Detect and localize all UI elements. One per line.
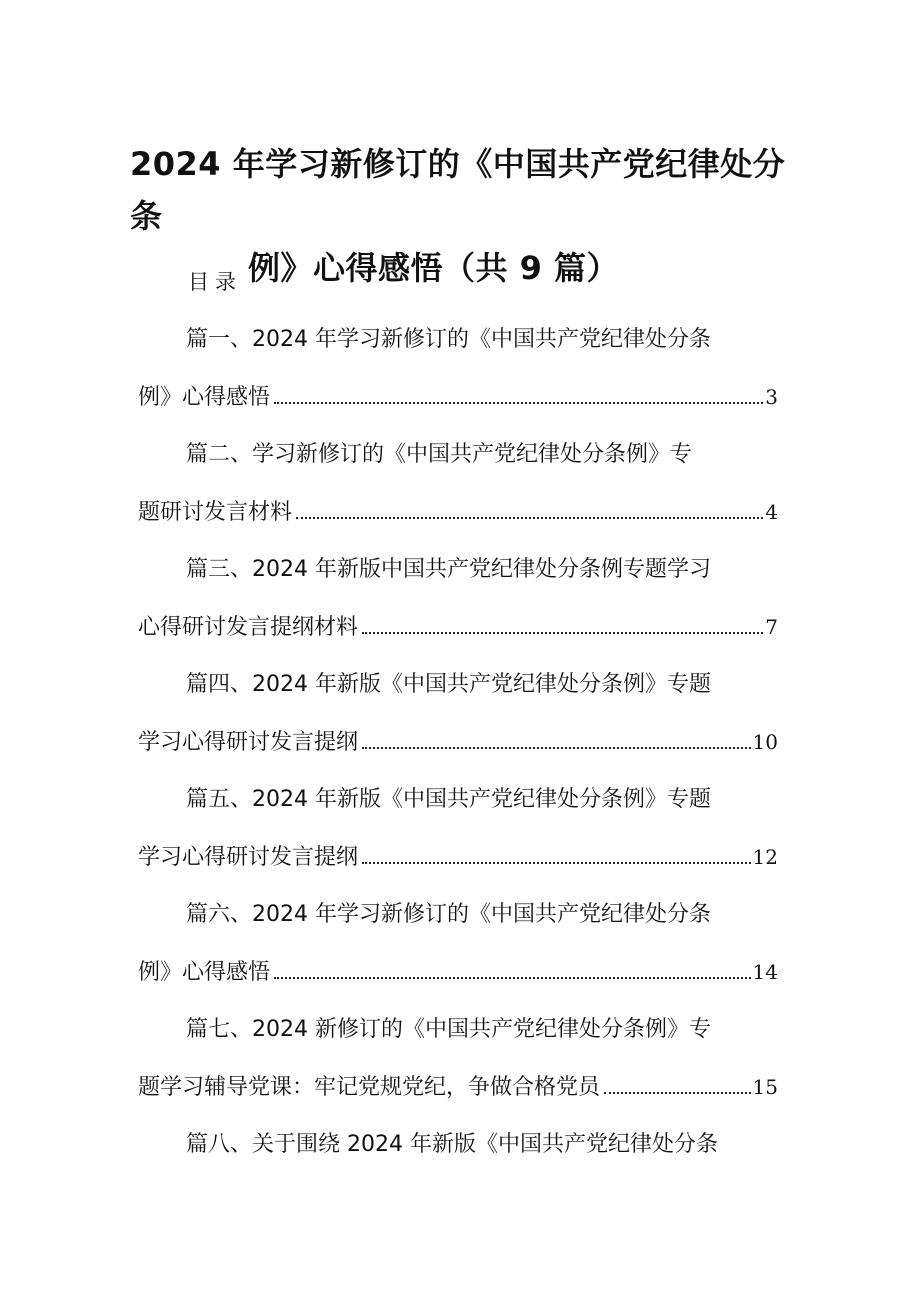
toc-entry-continuation: 例》心得感悟 [138, 960, 271, 985]
toc-entry-continuation: 题学习辅导党课：牢记党规党纪，争做合格党员 [138, 1075, 601, 1100]
toc-dot-leader [362, 747, 751, 749]
toc-page-number: 10 [752, 730, 778, 754]
toc-dot-leader [296, 517, 763, 519]
toc-heading: 目录 [188, 270, 242, 294]
toc-entry-title-line-1: 篇六、2024 年学习新修订的《中国共产党纪律处分条 [186, 902, 711, 927]
title-line-2: 例》心得感悟（共 9 篇） [248, 249, 620, 287]
toc-page-number: 15 [752, 1075, 778, 1099]
toc-entry-continuation: 心得研讨发言提纲材料 [138, 615, 359, 640]
toc-entry-title-line-2 [138, 380, 778, 411]
toc-entry[interactable] [0, 1123, 920, 1238]
toc-entry-title-line-1: 篇三、2024 年新版中国共产党纪律处分条例专题学习 [186, 557, 711, 582]
toc-dot-leader [274, 402, 763, 404]
toc-entry[interactable] [0, 893, 920, 1008]
toc-entry-title-line-1: 篇八、关于围绕 2024 年新版《中国共产党纪律处分条 [186, 1132, 718, 1157]
toc-entry-title-line-2 [138, 725, 778, 756]
toc-entry-title-line-2 [138, 955, 778, 986]
toc-entry[interactable] [0, 1008, 920, 1123]
toc-entry-title-line-1: 篇四、2024 年新版《中国共产党纪律处分条例》专题 [186, 672, 711, 697]
toc-page-number: 3 [765, 385, 778, 409]
toc-page-number: 14 [752, 960, 778, 984]
toc-entry[interactable] [0, 663, 920, 778]
toc-entry-continuation: 学习心得研讨发言提纲 [138, 730, 359, 755]
toc-entry-title-line-1: 篇二、学习新修订的《中国共产党纪律处分条例》专 [186, 442, 693, 467]
toc-entry-title-line-1: 篇五、2024 年新版《中国共产党纪律处分条例》专题 [186, 787, 711, 812]
toc-page-number: 7 [765, 615, 778, 639]
toc-entry[interactable] [0, 433, 920, 548]
toc-entry-continuation: 例》心得感悟 [138, 385, 271, 410]
toc-entry-title-line-1: 篇一、2024 年学习新修订的《中国共产党纪律处分条 [186, 327, 711, 352]
toc-entry[interactable] [0, 778, 920, 893]
toc-entry-continuation: 学习心得研讨发言提纲 [138, 845, 359, 870]
toc-entry[interactable] [0, 318, 920, 433]
title-line-1: 2024 年学习新修订的《中国共产党纪律处分条 [130, 145, 786, 235]
toc-entry-title-line-2 [138, 1070, 778, 1101]
toc-entry-continuation: 题研讨发言材料 [138, 500, 293, 525]
toc-dot-leader [362, 632, 763, 634]
toc-entry-title-line-2 [138, 610, 778, 641]
toc-entry[interactable] [0, 548, 920, 663]
toc-dot-leader [604, 1092, 751, 1094]
table-of-contents [0, 318, 920, 1238]
toc-entry-title-line-1: 篇七、2024 新修订的《中国共产党纪律处分条例》专 [186, 1017, 711, 1042]
toc-page-number: 4 [765, 500, 778, 524]
toc-dot-leader [362, 862, 751, 864]
toc-dot-leader [274, 977, 751, 979]
toc-entry-title-line-2 [138, 495, 778, 526]
toc-entry-title-line-2 [138, 840, 778, 871]
toc-page-number: 12 [752, 845, 778, 869]
